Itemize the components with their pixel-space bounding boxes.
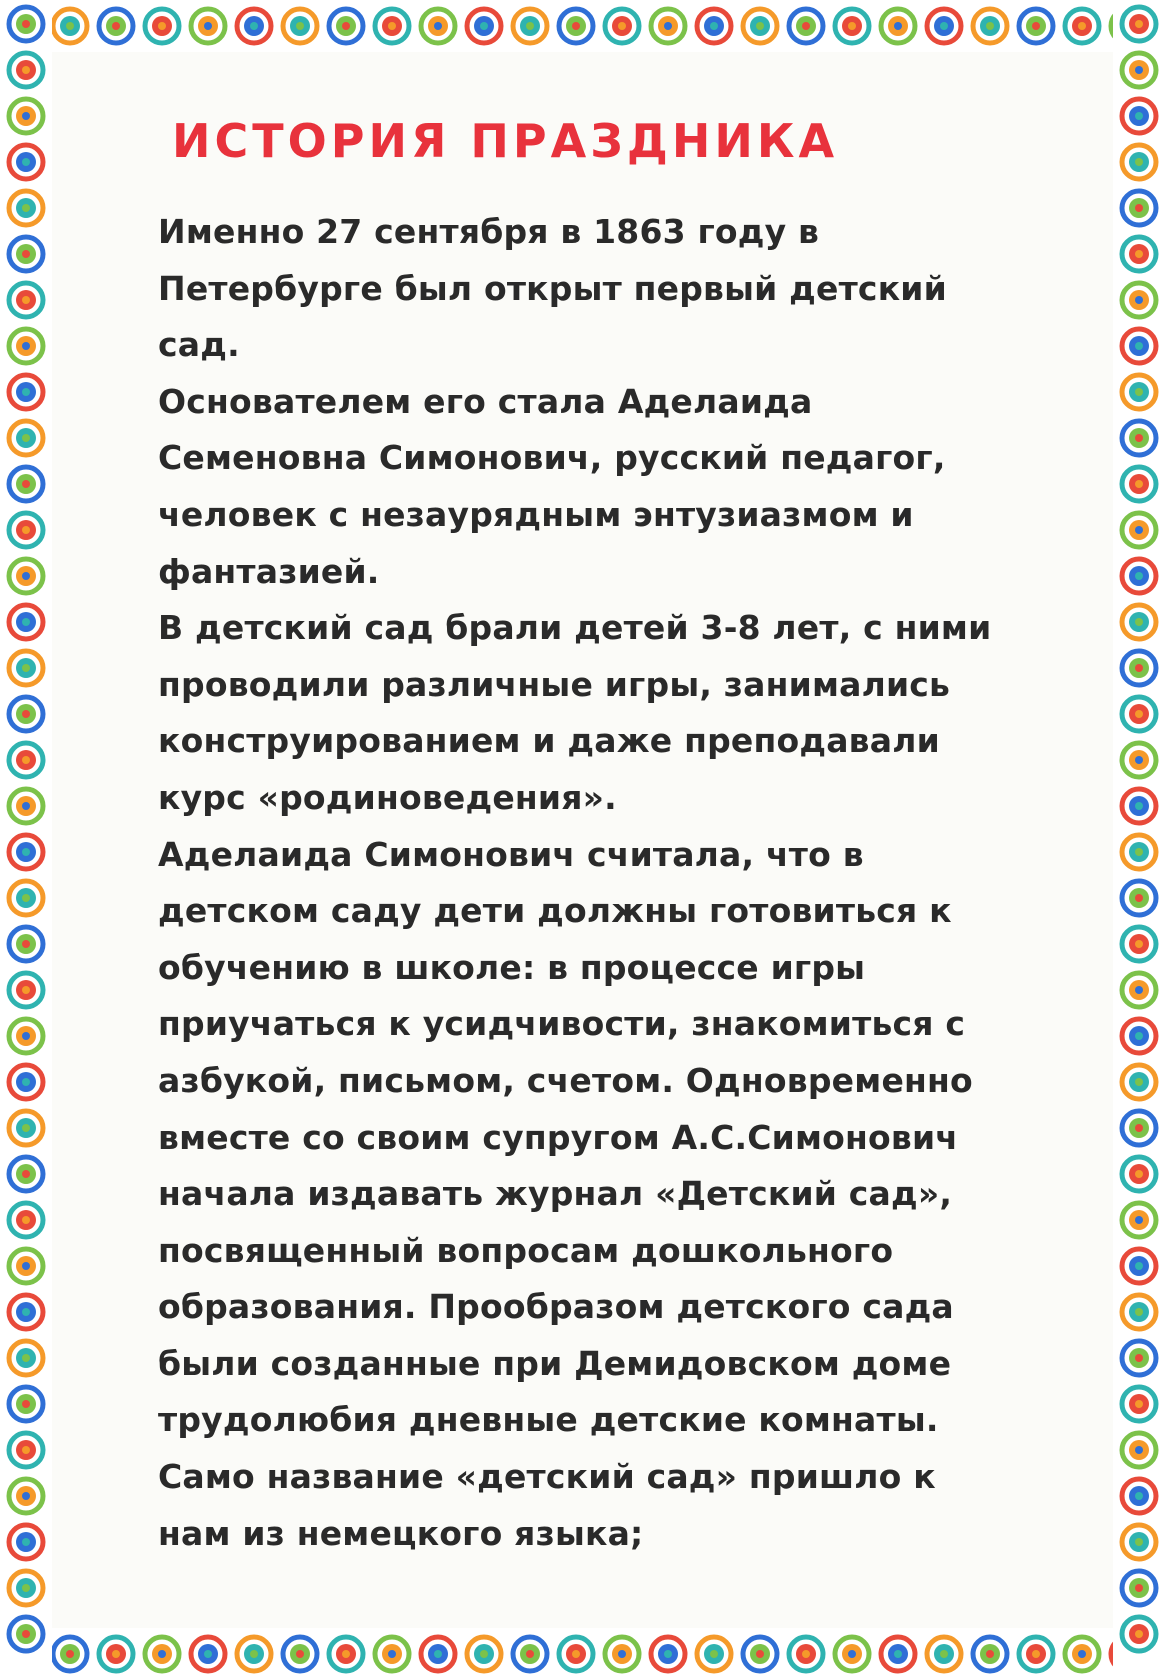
text-line: Основателем его стала Аделаида [158,381,813,421]
body-text [158,204,1058,1562]
text-line: фантазией. [158,551,380,591]
text-line: Семеновна Симонович, русский педагог, [158,438,946,478]
text-line: человек с незаурядным энтузиазмом и [158,494,914,534]
text-line: образования. Прообразом детского сада [158,1287,954,1327]
text-line: трудолюбия дневные детские комнаты. [158,1400,939,1440]
text-line: нам из немецкого языка; [158,1513,644,1553]
text-line: детском саду дети должны готовиться к [158,891,952,931]
text-line: курс «родиноведения». [158,777,617,817]
text-line: Аделаида Симонович считала, что в [158,834,864,874]
page-title: ИСТОРИЯ ПРАЗДНИКА [172,114,839,168]
text-line: посвященный вопросам дошкольного [158,1230,894,1270]
text-line: обучению в школе: в процессе игры [158,947,866,987]
text-line: конструированием и даже преподавали [158,721,940,761]
ornament-border-left-icon [0,0,52,1680]
text-line: были созданные при Демидовском доме [158,1343,952,1383]
ornament-border-top-icon [0,0,1165,52]
text-line: азбукой, письмом, счетом. Одновременно [158,1060,973,1100]
content-area [52,52,1113,1628]
ornament-border-right-icon [1113,0,1165,1680]
text-line: В детский сад брали детей 3-8 лет, с ними [158,608,992,648]
text-line: сад. [158,325,240,365]
text-line: Само название «детский сад» пришло к [158,1457,936,1497]
text-line: Петербурге был открыт первый детский [158,268,947,308]
text-line: начала издавать журнал «Детский сад», [158,1174,953,1214]
text-line: вместе со своим супругом А.С.Симонович [158,1117,959,1157]
text-line: проводили различные игры, занимались [158,664,951,704]
text-line: Именно 27 сентября в 1863 году в [158,212,820,251]
ornament-border-bottom-icon [0,1628,1165,1680]
text-line: приучаться к усидчивости, знакомиться с [158,1004,966,1044]
